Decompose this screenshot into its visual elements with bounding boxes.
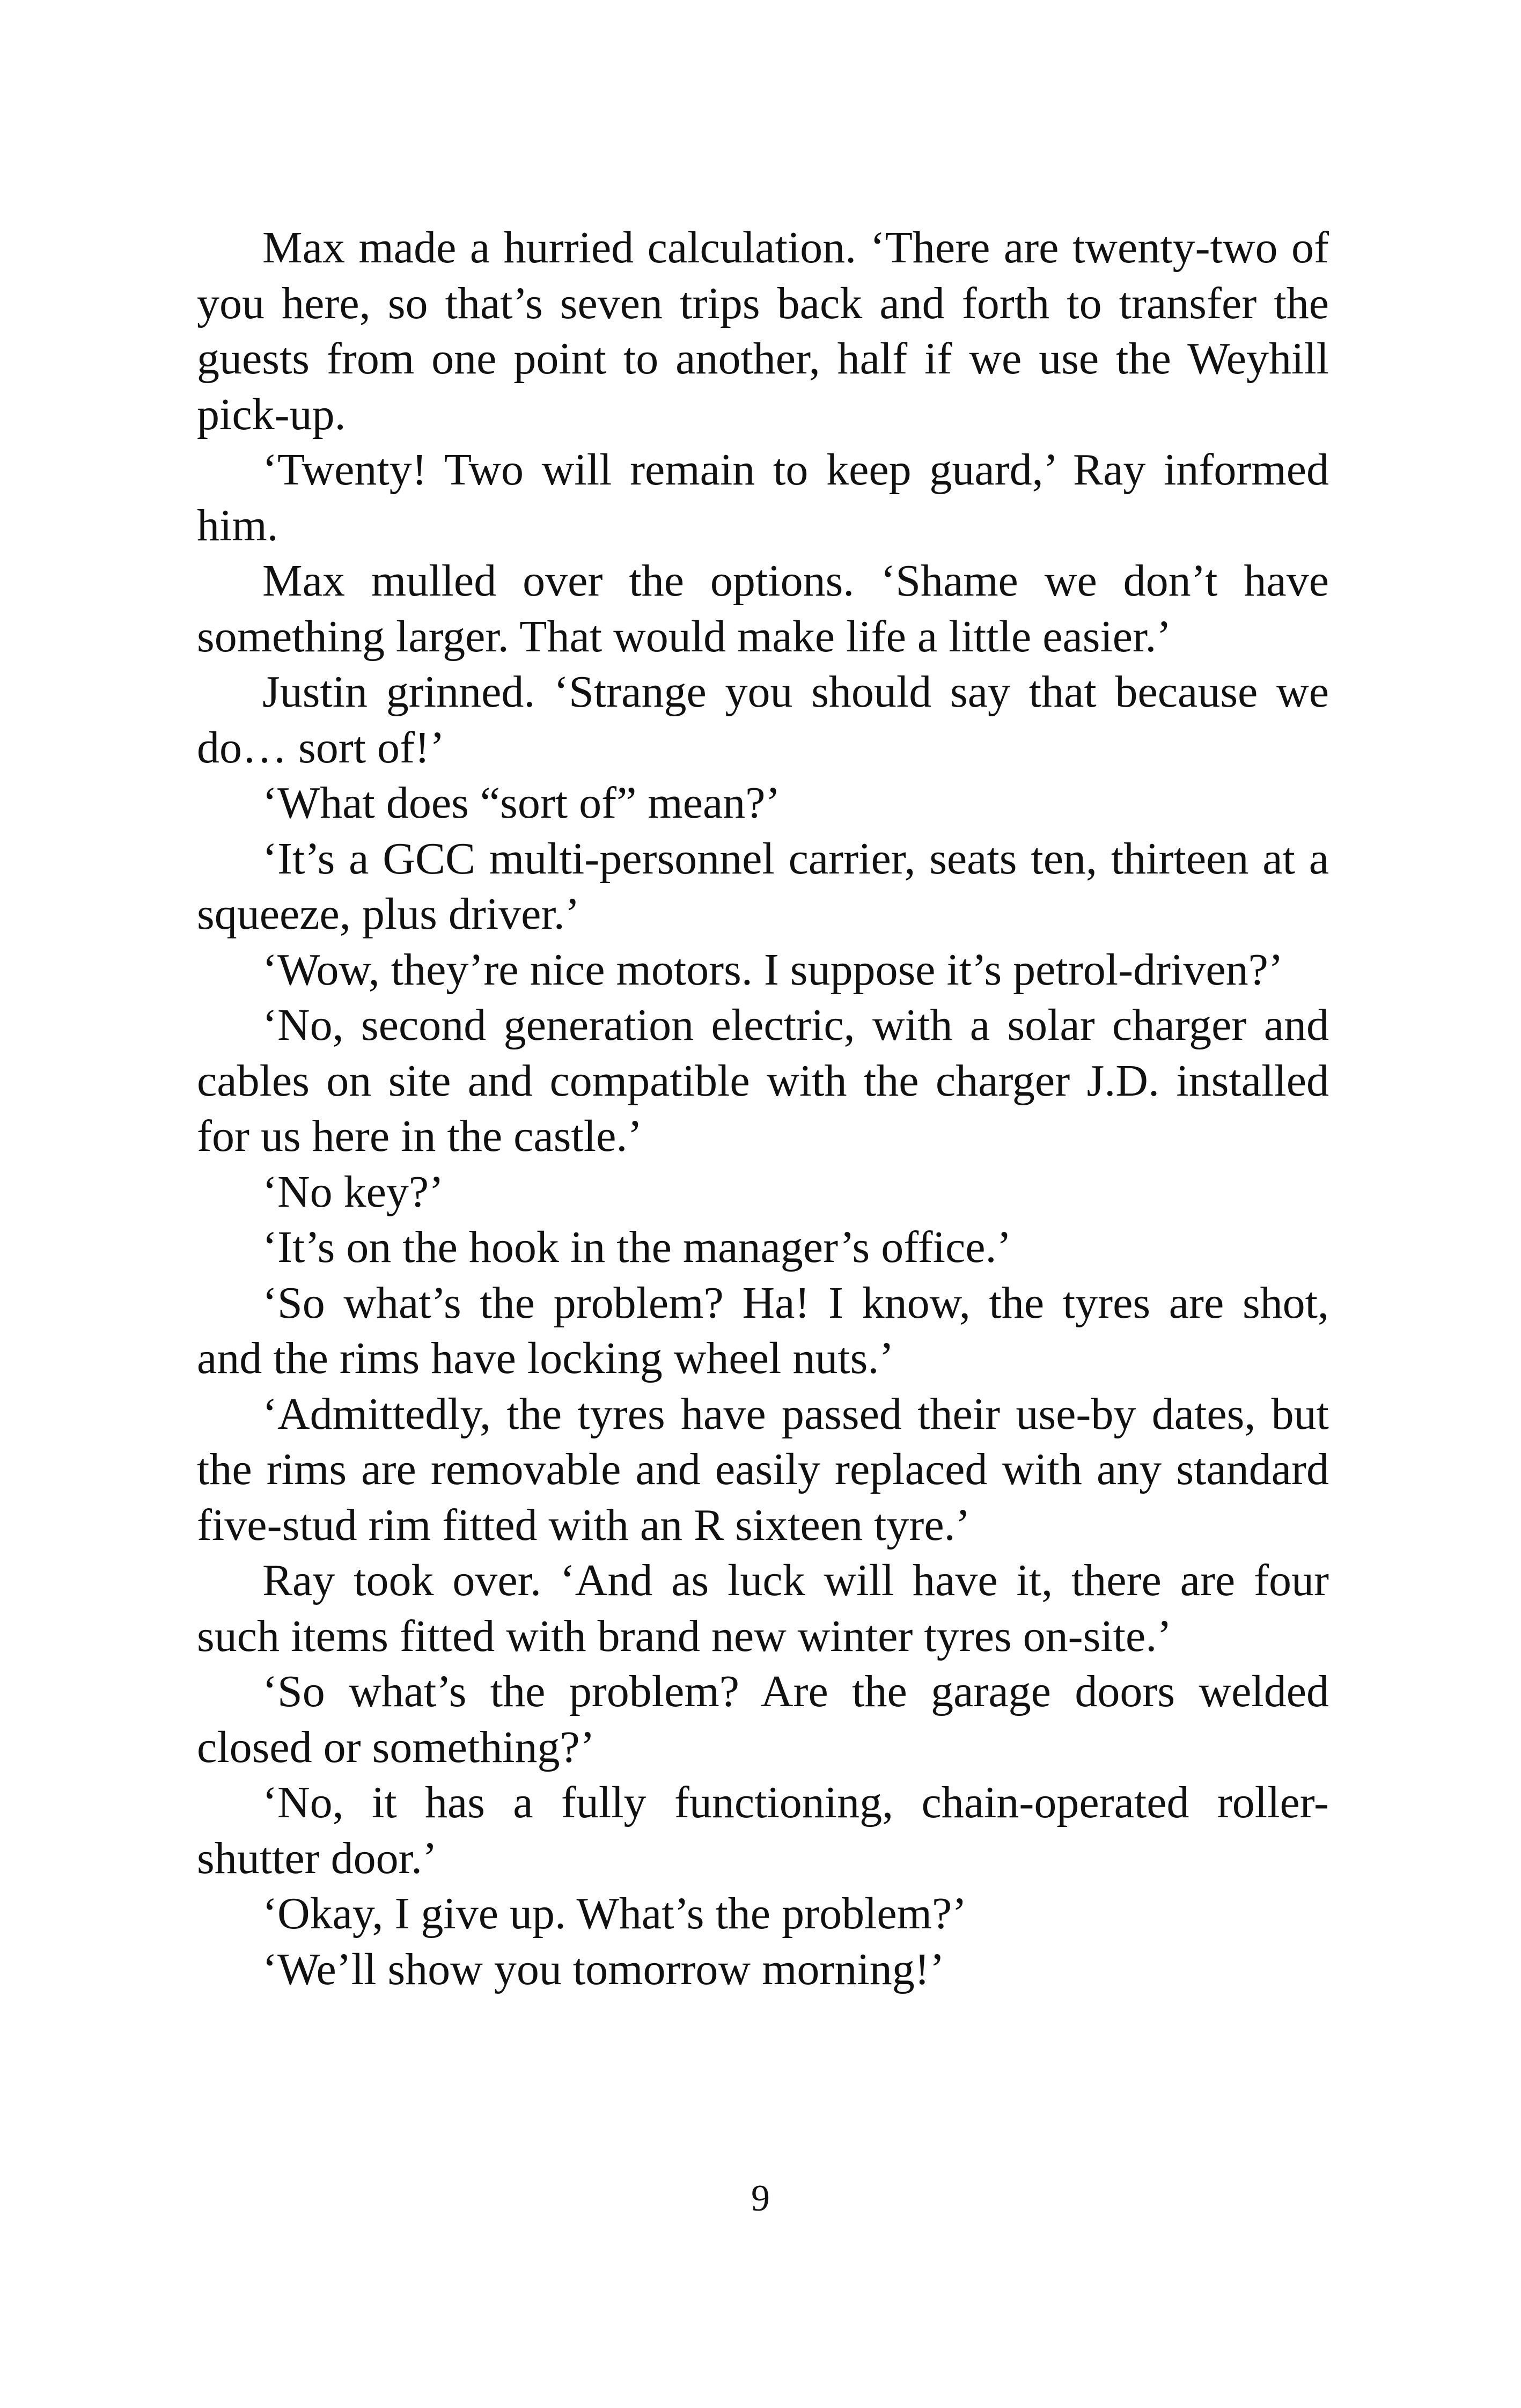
paragraph: ‘No key?’ <box>262 1166 444 1217</box>
paragraph: Max made a hurried calculation. ‘There are twenty-two of you here, so that’s seven trips back and forth to transfer the guests from one point to another, half if we use the Weyhill pick-up. <box>197 223 1329 439</box>
paragraph: Justin grinned. ‘Strange you should say that because we do… sort of!’ <box>197 667 1329 773</box>
paragraph: ‘No, it has a fully functioning, chain-operated roller-shutter door.’ <box>197 1778 1329 1883</box>
paragraph: ‘So what’s the problem? Are the garage doors welded closed or something?’ <box>197 1666 1329 1772</box>
paragraph: ‘It’s on the hook in the manager’s office.’ <box>262 1222 1012 1272</box>
page-number: 9 <box>751 2178 770 2219</box>
paragraph: ‘It’s a GCC multi-personnel carrier, seats ten, thirteen at a squeeze, plus driver.’ <box>197 833 1329 939</box>
paragraph: ‘Wow, they’re nice motors. I suppose it’s petrol-driven?’ <box>262 944 1283 995</box>
paragraph: ‘No, second generation electric, with a solar charger and cables on site and compatible with the charger J.D. installed for us here in the castle.’ <box>197 1000 1329 1161</box>
paragraph: ‘Admittedly, the tyres have passed their use-by dates, but the rims are removable and easily replaced with any standard five-stud rim fitted with an R sixteen tyre.’ <box>197 1389 1329 1550</box>
paragraph: ‘So what’s the problem? Ha! I know, the tyres are shot, and the rims have locking wheel nuts.’ <box>197 1278 1329 1383</box>
paragraph: Max mulled over the options. ‘Shame we don’t have something larger. That would make life a little easier.’ <box>197 556 1329 662</box>
paragraph: Ray took over. ‘And as luck will have it, there are four such items fitted with brand new winter tyres on-site.’ <box>197 1555 1329 1661</box>
paragraph: ‘Twenty! Two will remain to keep guard,’ Ray informed him. <box>197 445 1329 550</box>
paragraph: ‘We’ll show you tomorrow morning!’ <box>262 1944 945 1994</box>
paragraph: ‘Okay, I give up. What’s the problem?’ <box>262 1889 967 1939</box>
paragraph: ‘What does “sort of” mean?’ <box>262 778 781 828</box>
body-text <box>197 220 1329 1997</box>
